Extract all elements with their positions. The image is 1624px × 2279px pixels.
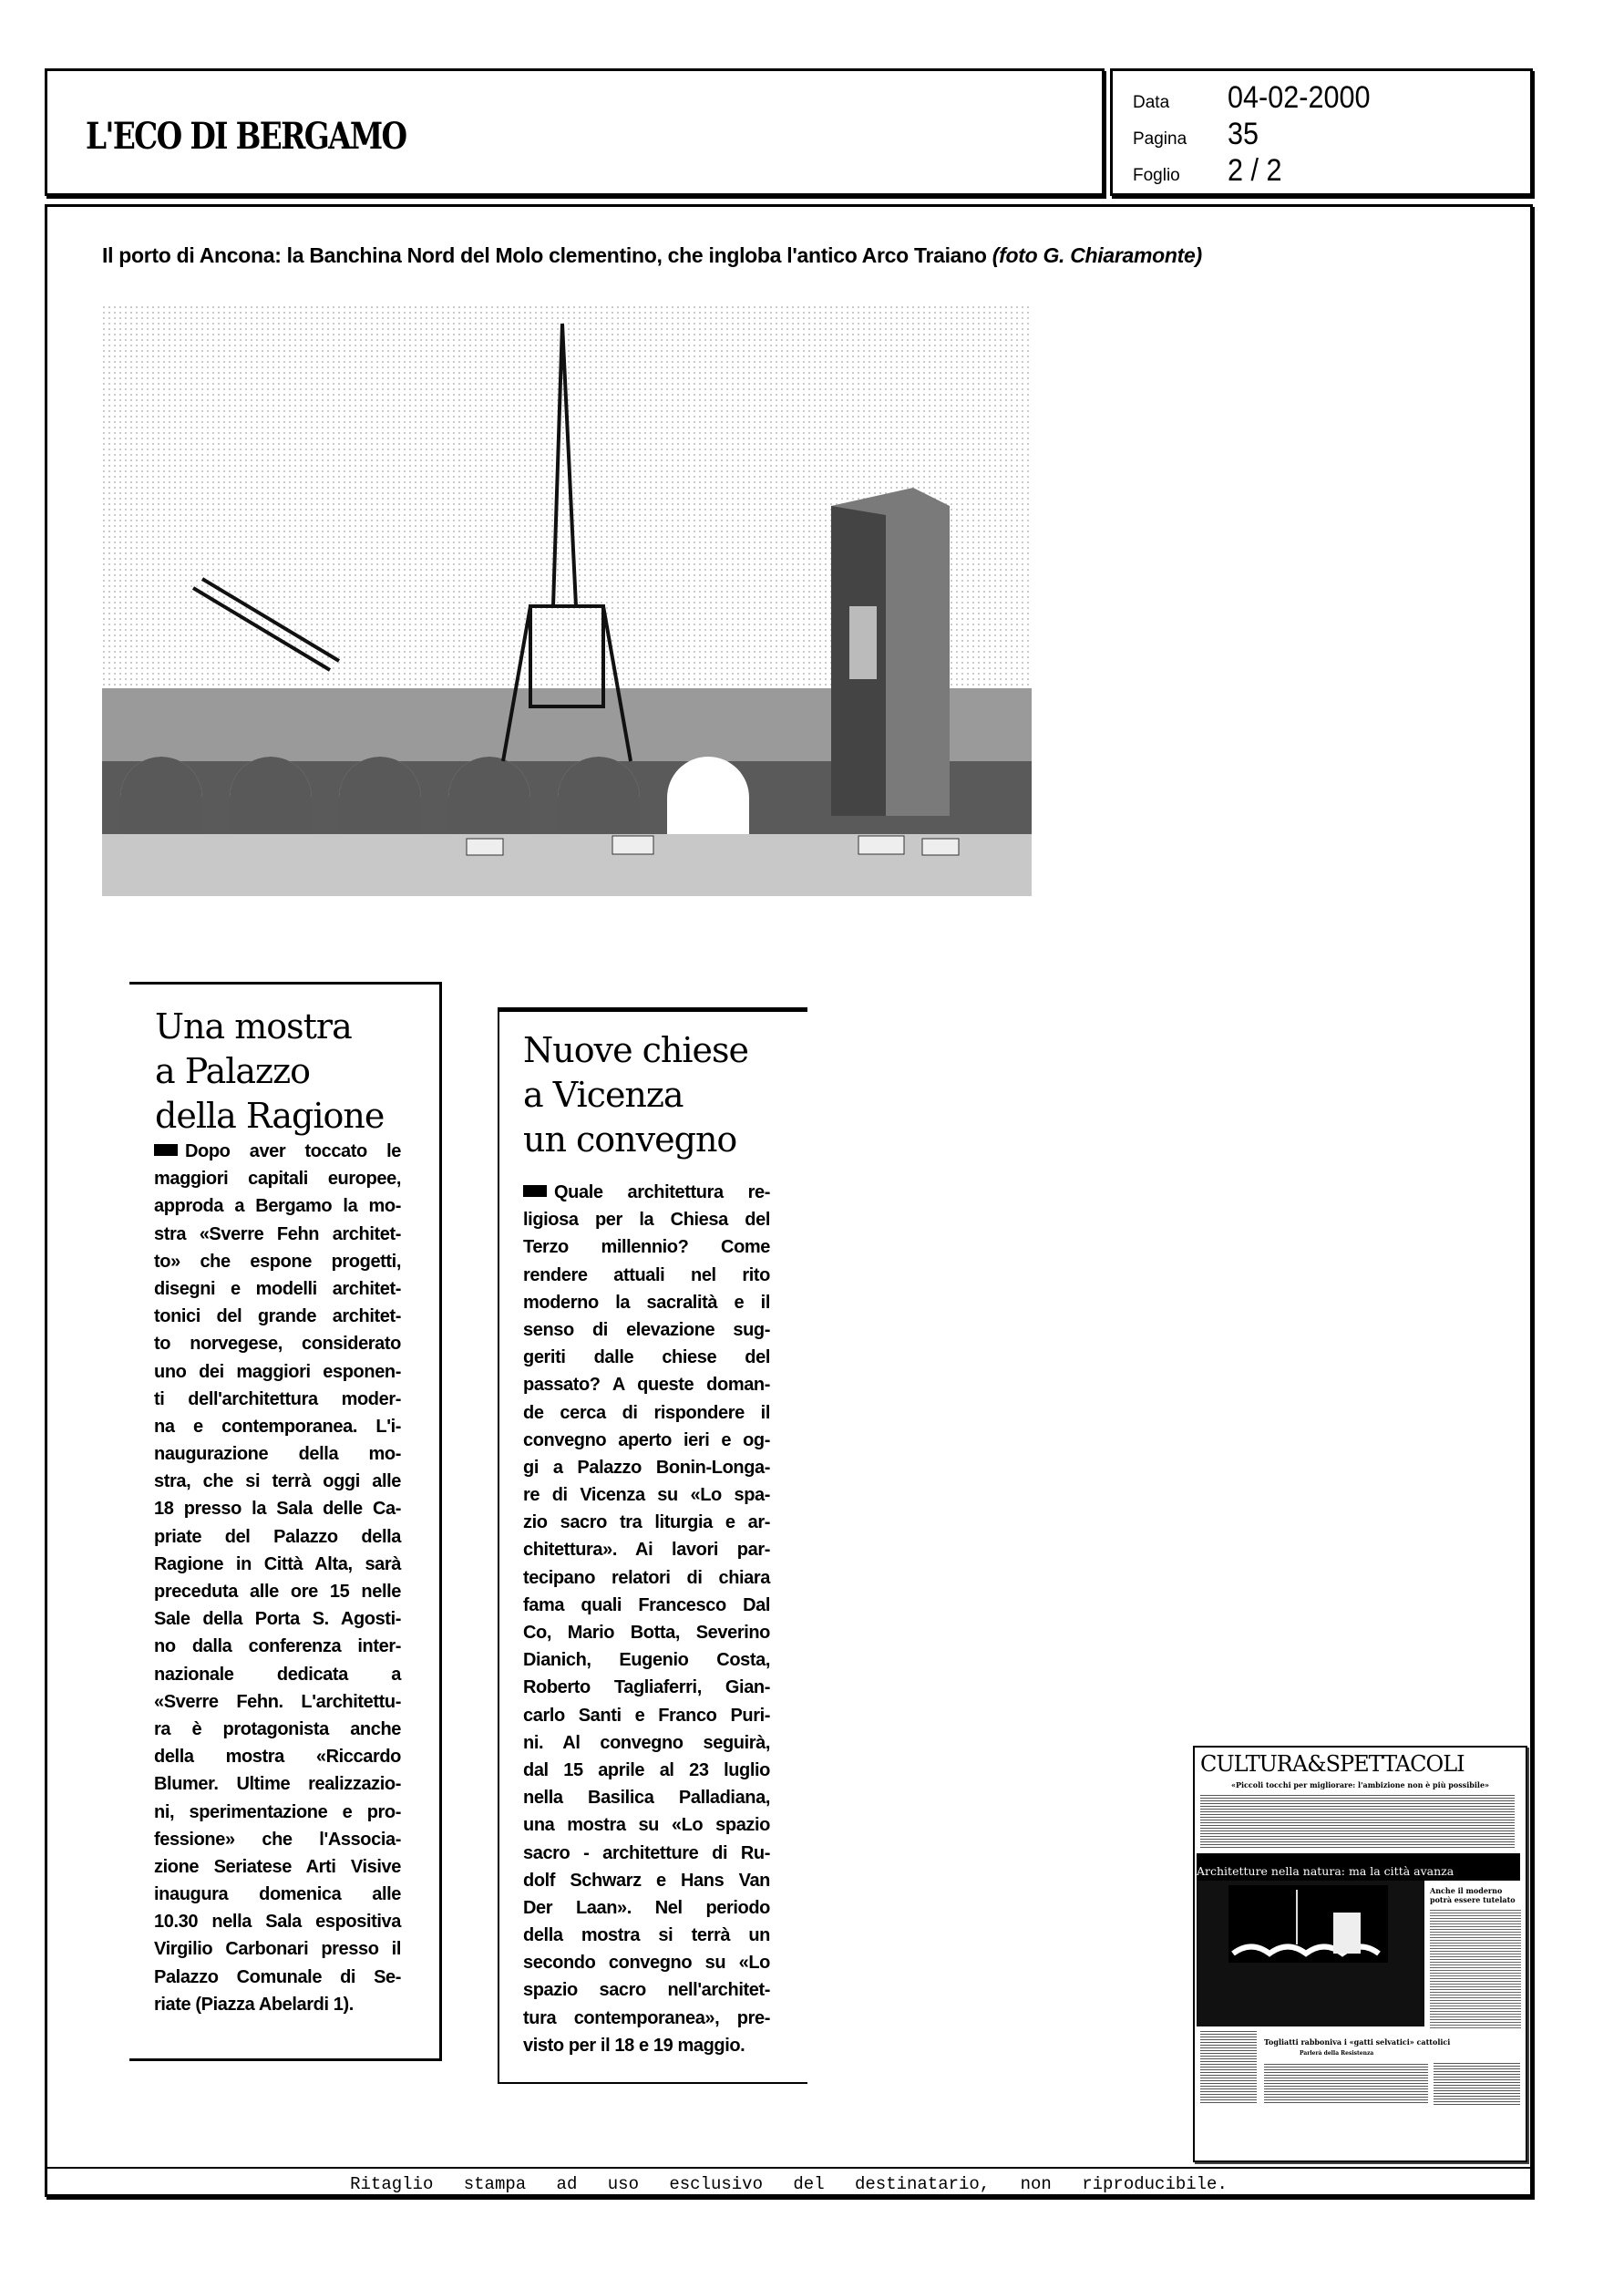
article-line	[154, 1578, 401, 1605]
article-line-text: nazionale dedicata a	[154, 1664, 401, 1685]
article-line-text: dal 15 aprile al 23 luglio	[523, 1759, 770, 1780]
article-line	[523, 1564, 770, 1592]
article-line	[523, 1976, 770, 2004]
article-headline	[523, 1028, 748, 1162]
article-line	[154, 1935, 401, 1963]
article-line	[523, 1646, 770, 1674]
article-line-text: ni. Al convegno seguirà,	[523, 1732, 770, 1753]
article-line-text: della mostra «Riccardo	[154, 1747, 401, 1768]
article-line-text: gi a Palazzo Bonin-Longa-	[523, 1457, 770, 1478]
article-line	[154, 1440, 401, 1468]
meta-sheet	[1133, 153, 1288, 189]
article-line	[523, 1729, 770, 1757]
article-line	[154, 1248, 401, 1275]
article-line	[523, 1592, 770, 1619]
article-line	[154, 1964, 401, 1991]
article-line	[523, 1371, 770, 1398]
article-line-text: Roberto Tagliaferri, Gian-	[523, 1677, 770, 1698]
article-line	[523, 2032, 770, 2059]
article-line-text: tonici del grande architet-	[154, 1306, 401, 1327]
meta-date	[1133, 80, 1386, 116]
article-line	[523, 1922, 770, 1949]
thumbnail-text-columns	[1434, 2062, 1520, 2105]
article-line-text: naugurazione della mo-	[154, 1444, 401, 1465]
footer-notice: Ritaglio stampa ad uso esclusivo del destinatario, non riproducibile.	[350, 2174, 1228, 2194]
article-line-text: secondo convegno su «Lo	[523, 1953, 770, 1974]
article-line	[154, 1881, 401, 1908]
thumbnail-text-columns	[1200, 2030, 1257, 2103]
article-line-text: fama quali Francesco Dal	[523, 1594, 770, 1615]
article-line-text: de cerca di rispondere il	[523, 1402, 770, 1423]
footer-divider	[47, 2167, 1530, 2169]
article-line-text: «Sverre Fehn. L'architettu-	[154, 1691, 401, 1712]
article-nuove-chiese-vicenza	[498, 1007, 807, 2084]
article-line	[154, 1165, 401, 1192]
article-line	[523, 1536, 770, 1563]
article-line-text: to norvegese, considerato	[154, 1334, 401, 1355]
article-line-text: maggiori capitali europee,	[154, 1169, 401, 1190]
article-line	[154, 1799, 401, 1826]
article-line-text: ra è protagonista anche	[154, 1718, 401, 1739]
article-line-text: Dopo aver toccato le	[185, 1141, 401, 1161]
article-line	[523, 1233, 770, 1261]
article-line	[154, 1743, 401, 1770]
clipping-body	[45, 204, 1533, 2197]
article-line	[154, 1908, 401, 1935]
paragraph-bullet-icon	[154, 1144, 178, 1156]
article-line-text: re di Vicenza su «Lo spa-	[523, 1485, 770, 1506]
article-line-text: Sale della Porta S. Agosti-	[154, 1609, 401, 1630]
thumbnail-main-headline: Architetture nella natura: ma la città avanza	[1197, 1853, 1520, 1881]
article-headline	[155, 1005, 384, 1139]
article-line	[154, 1358, 401, 1386]
masthead-box	[45, 68, 1105, 196]
photo-caption	[102, 243, 1202, 268]
headline-line: un convegno	[523, 1119, 737, 1160]
article-line-text: visto per il 18 e 19 maggio.	[523, 2035, 745, 2056]
photo-credit: (foto G. Chiaramonte)	[992, 243, 1202, 267]
article-line-text: tura contemporanea», pre-	[523, 2007, 770, 2028]
thumbnail-bottom-headline: Togliatti rabboniva i «gatti selvatici» cattolici	[1264, 2037, 1451, 2047]
article-line-text: una mostra su «Lo spazio	[523, 1815, 770, 1836]
article-line	[154, 1633, 401, 1660]
article-line-text: della mostra si terrà un	[523, 1925, 770, 1946]
article-line-text: approda a Bergamo la mo-	[154, 1196, 401, 1217]
article-line-text: zione Seriatese Arti Visive	[154, 1856, 401, 1877]
article-line	[154, 1688, 401, 1716]
article-line	[523, 1206, 770, 1233]
thumbnail-dark-block	[1197, 1881, 1424, 2026]
caption-text: Il porto di Ancona: la Banchina Nord del Molo clementino, che ingloba l'antico Arco Traiano	[102, 243, 987, 267]
thumbnail-photo	[1197, 1881, 1424, 2026]
article-line	[523, 1454, 770, 1481]
article-line-text: zio sacro tra liturgia e ar-	[523, 1512, 770, 1533]
article-line	[154, 1303, 401, 1330]
article-line	[523, 1840, 770, 1867]
article-line	[154, 1386, 401, 1413]
article-line	[154, 1605, 401, 1633]
article-line	[154, 1413, 401, 1440]
article-line-text: dolf Schwarz e Hans Van	[523, 1870, 770, 1891]
article-line-text: passato? A queste doman-	[523, 1375, 770, 1396]
article-line-text: tecipano relatori di chiara	[523, 1567, 770, 1588]
article-line-text: Terzo millennio? Come	[523, 1237, 770, 1258]
article-line-text: Co, Mario Botta, Severino	[523, 1623, 770, 1643]
meta-page	[1133, 117, 1262, 152]
meta-label: Pagina	[1133, 129, 1187, 149]
article-line-text: to» che espone progetti,	[154, 1251, 401, 1272]
article-line	[523, 1702, 770, 1729]
thumbnail-section-title: CULTURA&SPETTACOLI	[1200, 1751, 1465, 1777]
meta-value: 35	[1228, 117, 1259, 151]
article-line	[154, 1551, 401, 1578]
article-line	[523, 1811, 770, 1839]
meta-value: 2 / 2	[1228, 153, 1282, 188]
article-line	[523, 1784, 770, 1811]
article-body	[523, 1179, 770, 2059]
article-line	[154, 1770, 401, 1798]
article-line	[154, 1991, 401, 2018]
article-line	[523, 1674, 770, 1701]
thumbnail-text-columns	[1200, 1793, 1515, 1848]
headline-line: della Ragione	[155, 1096, 385, 1136]
headline-line: a Vicenza	[523, 1075, 684, 1115]
thumbnail-text-columns	[1264, 2062, 1428, 2103]
meta-value: 04-02-2000	[1228, 80, 1371, 115]
article-line-text: fessione» che l'Associa-	[154, 1829, 401, 1850]
headline-line: Nuove chiese	[523, 1030, 749, 1070]
article-mostra-palazzo-ragione	[129, 982, 442, 2061]
article-line-text: preceduta alle ore 15 nelle	[154, 1582, 401, 1602]
harbor-photo	[102, 305, 1032, 896]
article-line	[154, 1826, 401, 1853]
paragraph-bullet-icon	[523, 1185, 547, 1197]
thumbnail-top-headline: «Piccoli tocchi per migliorare: l'ambizione non è più possibile»	[1231, 1780, 1490, 1789]
article-line	[523, 1509, 770, 1536]
article-line-text: ligiosa per la Chiesa del	[523, 1210, 770, 1231]
thumbnail-bottom-sub: Parlerà della Resistenza	[1300, 2050, 1374, 2057]
article-line-text: ti dell'architettura moder-	[154, 1388, 401, 1409]
article-line	[154, 1192, 401, 1220]
article-line-text: 10.30 nella Sala espositiva	[154, 1912, 401, 1933]
article-line	[523, 1619, 770, 1646]
article-line-text: na e contemporanea. L'i-	[154, 1416, 401, 1437]
article-line-text: Quale architettura re-	[554, 1182, 770, 1202]
article-line-text: ni, sperimentazione e pro-	[154, 1801, 401, 1822]
article-line-text: Palazzo Comunale di Se-	[154, 1966, 401, 1987]
article-line	[523, 2005, 770, 2032]
article-line	[154, 1138, 401, 1165]
headline-line: a Palazzo	[155, 1051, 310, 1091]
article-line	[523, 1867, 770, 1894]
newspaper-masthead: L'ECO DI BERGAMO	[86, 115, 406, 158]
article-line	[154, 1495, 401, 1522]
article-line	[154, 1221, 401, 1248]
article-line-text: carlo Santi e Franco Puri-	[523, 1705, 770, 1726]
headline-line: Una mostra	[155, 1006, 352, 1047]
article-line	[523, 1262, 770, 1289]
article-line-text: spazio sacro nell'architet-	[523, 1980, 770, 2001]
article-line	[523, 1757, 770, 1784]
meta-label: Data	[1133, 93, 1170, 112]
article-line	[154, 1275, 401, 1303]
article-line-text: Dianich, Eugenio Costa,	[523, 1650, 770, 1671]
article-line	[154, 1523, 401, 1551]
article-line-text: no dalla conferenza inter-	[154, 1636, 401, 1657]
article-line-text: chitettura». Ai lavori par-	[523, 1540, 770, 1561]
meta-label: Foglio	[1133, 166, 1180, 185]
article-line	[154, 1661, 401, 1688]
article-line-text: 18 presso la Sala delle Ca-	[154, 1499, 401, 1520]
article-line-text: rendere attuali nel rito	[523, 1264, 770, 1285]
article-line-text: inaugura domenica alle	[154, 1884, 401, 1905]
article-line	[154, 1853, 401, 1881]
article-line-text: Ragione in Città Alta, sarà	[154, 1553, 401, 1574]
article-line	[154, 1330, 401, 1357]
article-line	[154, 1468, 401, 1495]
article-line	[523, 1427, 770, 1454]
page-thumbnail	[1193, 1746, 1527, 2162]
article-line	[523, 1894, 770, 1922]
article-line-text: Virgilio Carbonari presso il	[154, 1939, 401, 1960]
article-line-text: geriti dalle chiese del	[523, 1347, 770, 1368]
article-line-text: priate del Palazzo della	[154, 1526, 401, 1547]
article-body	[154, 1138, 401, 2018]
article-line-text: convegno aperto ieri e og-	[523, 1429, 770, 1450]
article-line-text: moderno la sacralità e il	[523, 1292, 770, 1313]
article-line-text: stra «Sverre Fehn architet-	[154, 1223, 401, 1244]
article-line-text: sacro - architetture di Ru-	[523, 1842, 770, 1863]
article-line-text: stra, che si terrà oggi alle	[154, 1471, 401, 1492]
article-line	[523, 1949, 770, 1976]
article-line-text: senso di elevazione sug-	[523, 1319, 770, 1340]
thumbnail-side-headline: Anche il moderno potrà essere tutelato	[1430, 1886, 1516, 1904]
article-line-text: disegni e modelli architet-	[154, 1278, 401, 1299]
metadata-box	[1110, 68, 1533, 196]
article-line-text: Der Laan». Nel periodo	[523, 1897, 770, 1918]
article-line	[523, 1481, 770, 1509]
article-line	[523, 1399, 770, 1427]
article-line	[523, 1344, 770, 1371]
article-line-text: uno dei maggiori esponen-	[154, 1361, 401, 1382]
article-line-text: Blumer. Ultime realizzazio-	[154, 1774, 401, 1795]
article-line	[523, 1289, 770, 1316]
article-line-text: nella Basilica Palladiana,	[523, 1788, 770, 1809]
thumbnail-side-text	[1430, 1910, 1521, 2028]
article-line-text: riate (Piazza Abelardi 1).	[154, 1994, 354, 2015]
article-line	[154, 1716, 401, 1743]
article-line	[523, 1316, 770, 1344]
article-line	[523, 1179, 770, 1206]
